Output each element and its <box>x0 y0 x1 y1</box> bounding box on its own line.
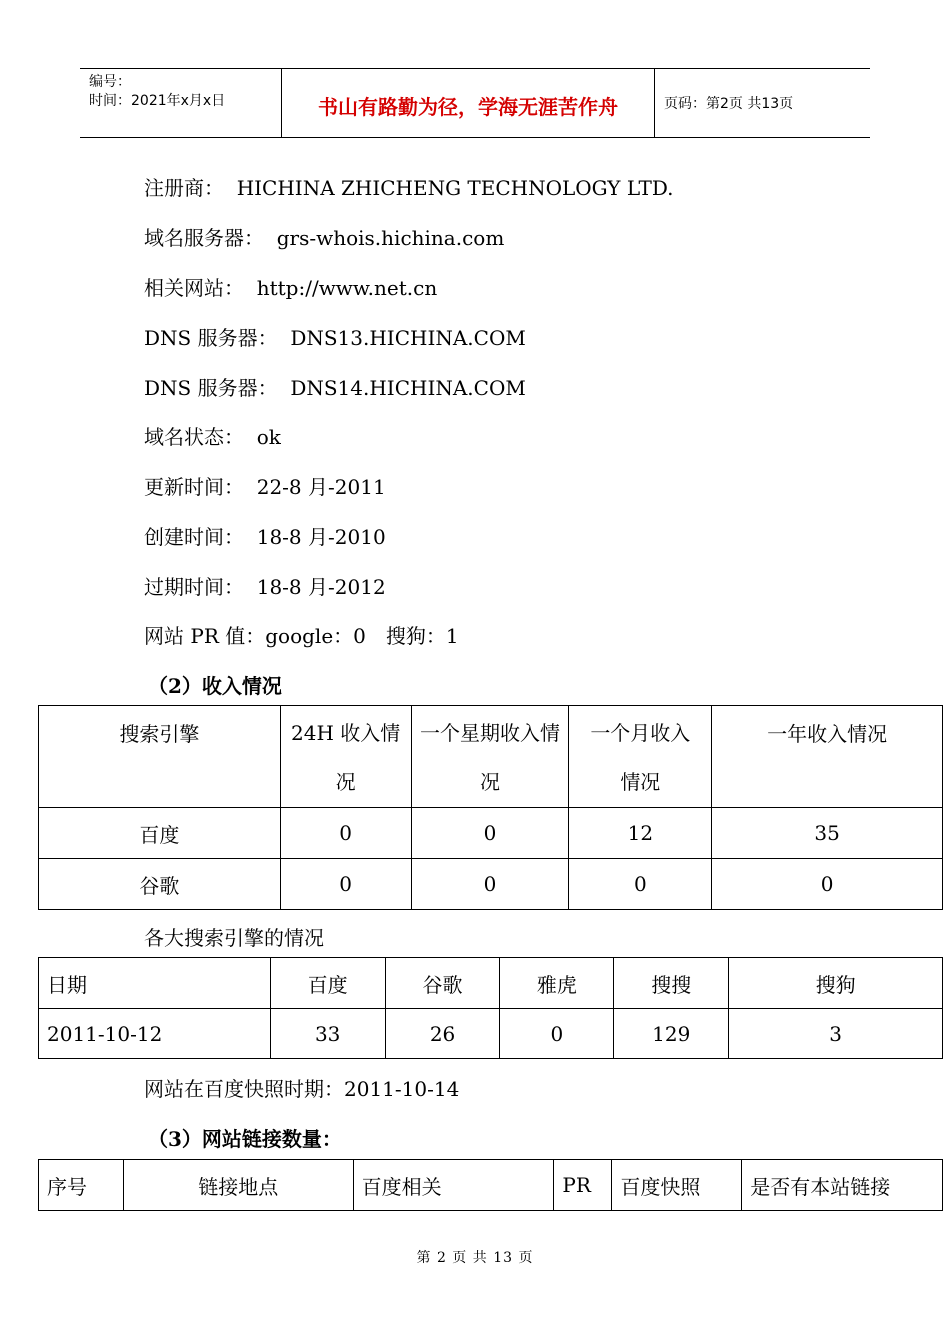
header-divider <box>654 69 655 137</box>
table-cell: 35 <box>712 808 943 859</box>
info-value: ok <box>256 425 281 449</box>
table-row <box>39 1009 943 1059</box>
info-label: DNS 服务器： <box>144 326 278 350</box>
header-cell-text: 一个月收入情况 <box>590 721 691 794</box>
header-cell <box>280 706 411 808</box>
info-label: 注册商： <box>144 176 224 200</box>
info-label: 创建时间： <box>144 525 244 549</box>
info-whois-server <box>144 222 504 251</box>
table-row <box>39 808 943 859</box>
engines-table <box>38 957 943 1059</box>
info-value: DNS13.HICHINA.COM <box>290 326 526 350</box>
links-table <box>38 1159 943 1211</box>
info-dns-2 <box>144 372 526 401</box>
info-label: 域名状态： <box>144 425 244 449</box>
header-cell: 谷歌 <box>385 958 500 1009</box>
info-dns-1 <box>144 322 526 351</box>
table-cell: 0 <box>411 808 569 859</box>
info-value: 22-8 月-2011 <box>256 475 386 499</box>
page-footer: 第 2 页 共 13 页 <box>416 1250 534 1266</box>
header-cell: PR <box>554 1160 612 1211</box>
info-label: 相关网站： <box>144 276 244 300</box>
info-value: DNS14.HICHINA.COM <box>290 376 526 400</box>
info-registrar <box>144 172 674 201</box>
header-cell: 链接地点 <box>123 1160 353 1211</box>
header-cell: 是否有本站链接 <box>742 1160 943 1211</box>
info-label: 过期时间： <box>144 575 244 599</box>
info-status <box>144 421 281 450</box>
header-cell: 序号 <box>39 1160 124 1211</box>
info-value: 18-8 月-2010 <box>256 525 386 549</box>
table-cell: 0 <box>500 1009 614 1059</box>
header-cell: 一年收入情况 <box>712 706 943 808</box>
info-related-site <box>144 272 437 301</box>
snapshot-date: 网站在百度快照时期：2011-10-14 <box>144 1077 460 1101</box>
header-motto: 书山有路勤为径，学海无涯苦作舟 <box>318 95 618 119</box>
info-expires <box>144 571 386 600</box>
info-created <box>144 521 386 550</box>
table-header-row <box>39 706 943 808</box>
info-value: HICHINA ZHICHENG TECHNOLOGY LTD. <box>236 176 674 200</box>
header-cell <box>411 706 569 808</box>
info-label: 更新时间： <box>144 475 244 499</box>
income-table <box>38 705 943 910</box>
header-cell: 百度相关 <box>353 1160 554 1211</box>
header-cell: 日期 <box>39 958 271 1009</box>
table-cell: 百度 <box>39 808 281 859</box>
table-cell: 谷歌 <box>39 859 281 910</box>
number-label: 编号： <box>89 74 131 90</box>
section-income-title: （2）收入情况 <box>148 674 282 698</box>
table-cell: 0 <box>569 859 712 910</box>
table-header-row <box>39 958 943 1009</box>
table-cell: 26 <box>385 1009 500 1059</box>
header-page-number: 页码：第2页 共13页 <box>664 96 794 112</box>
header-cell: 百度 <box>270 958 385 1009</box>
table-cell: 3 <box>729 1009 943 1059</box>
header-cell: 搜狗 <box>729 958 943 1009</box>
page-header <box>80 68 870 138</box>
table-cell: 12 <box>569 808 712 859</box>
header-cell: 搜索引擎 <box>39 706 281 808</box>
table-cell: 2011-10-12 <box>39 1009 271 1059</box>
info-label: 网站 PR 值： <box>144 624 266 648</box>
info-pr <box>144 620 459 649</box>
header-cell-text: 一个星期收入情况 <box>419 721 560 794</box>
table-cell: 0 <box>712 859 943 910</box>
table-row <box>39 859 943 910</box>
info-value: http://www.net.cn <box>256 276 438 300</box>
table-header-row <box>39 1160 943 1211</box>
header-cell-text: 24H 收入情况 <box>291 721 401 794</box>
date-label: 时间：2021年x月x日 <box>89 93 226 109</box>
info-value: grs-whois.hichina.com <box>276 226 505 250</box>
table-cell: 129 <box>614 1009 729 1059</box>
info-updated <box>144 471 386 500</box>
info-label: 域名服务器： <box>144 226 264 250</box>
section-links-title: （3）网站链接数量： <box>148 1127 342 1151</box>
table-cell: 0 <box>280 808 411 859</box>
info-value: 18-8 月-2012 <box>256 575 386 599</box>
header-cell: 雅虎 <box>500 958 614 1009</box>
header-cell: 百度快照 <box>612 1160 742 1211</box>
info-label: DNS 服务器： <box>144 376 278 400</box>
header-cell <box>569 706 712 808</box>
engines-caption: 各大搜索引擎的情况 <box>144 926 324 950</box>
header-left <box>89 73 225 111</box>
table-cell: 0 <box>411 859 569 910</box>
table-cell: 0 <box>280 859 411 910</box>
table-cell: 33 <box>270 1009 385 1059</box>
info-value: google：0 搜狗：1 <box>265 624 459 648</box>
header-cell: 搜搜 <box>614 958 729 1009</box>
